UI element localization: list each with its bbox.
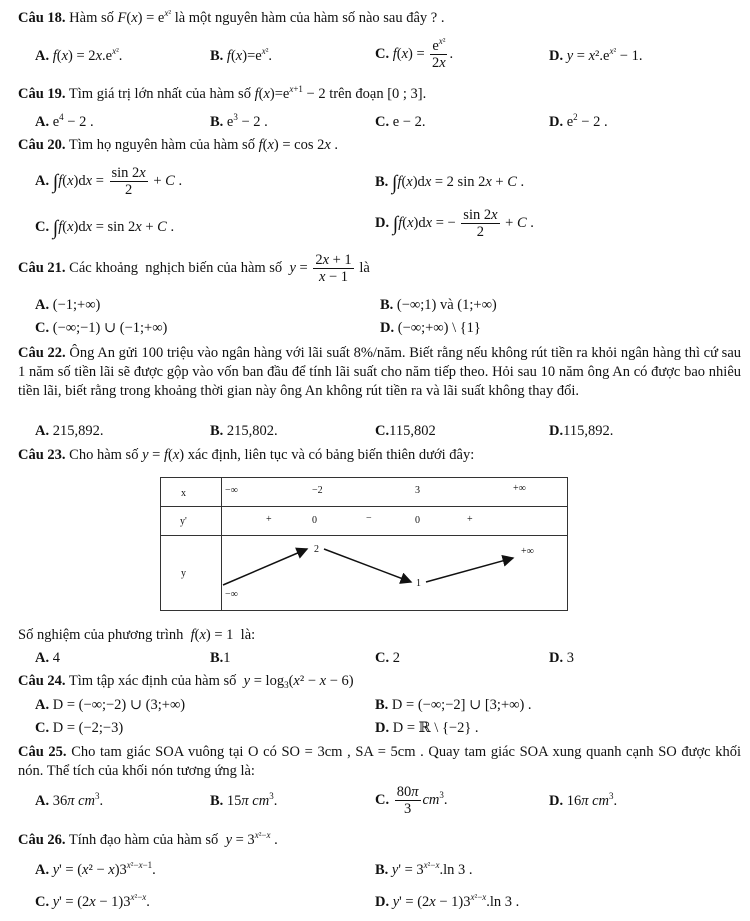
sign-value: 0	[415, 515, 420, 526]
q23-label: Câu 23.	[18, 447, 66, 463]
q26-option-c[interactable]: C. $y' = (2x - 1)3^{x^2-x}$.	[35, 892, 150, 910]
q25-option-b[interactable]: B. 15π $cm^3$.	[210, 791, 278, 809]
q26-label: Câu 26.	[18, 832, 66, 848]
q19-label: Câu 19.	[18, 86, 66, 102]
q20-label: Câu 20.	[18, 137, 66, 153]
q24-option-b[interactable]: B. D = (−∞;−2] ∪ [3;+∞) .	[375, 697, 532, 713]
q21-option-c[interactable]: C. (−∞;−1) ∪ (−1;+∞)	[35, 320, 168, 336]
arrow-up-1	[223, 549, 307, 585]
y-value: −∞	[225, 589, 238, 600]
q24-option-a[interactable]: A. D = (−∞;−2) ∪ (3;+∞)	[35, 697, 186, 713]
q22-option-c[interactable]: C.115,802	[375, 423, 436, 439]
q21-option-d[interactable]: D. (−∞;+∞) \ {1}	[380, 320, 481, 336]
q23-option-a[interactable]: A. 4	[35, 650, 60, 666]
x-value: −∞	[225, 485, 238, 496]
q23-option-b[interactable]: B.1	[210, 650, 231, 666]
q18-option-d[interactable]: D. $y = x^2.e^{x^2} - 1$.	[549, 46, 643, 64]
q22-stem	[18, 344, 741, 401]
q19-option-a[interactable]: A. $e^4 - 2$ .	[35, 112, 94, 130]
q18-option-a[interactable]: A. $f(x) = 2x.e^{x^2}$.	[35, 46, 123, 64]
q25-option-a[interactable]: A. 36π $cm^3$.	[35, 791, 104, 809]
q25-option-c[interactable]: C. $\frac{80\pi}{3}$ $cm^3$.	[375, 784, 448, 817]
q18-label: Câu 18.	[18, 10, 66, 26]
arrow-down	[324, 549, 411, 582]
y-value: 2	[314, 544, 319, 555]
q19-option-b[interactable]: B. $e^3 - 2$ .	[210, 112, 268, 130]
variation-arrows	[161, 478, 569, 612]
x-value: 3	[415, 485, 420, 496]
q20-option-a[interactable]: A. ∫f(x)dx = $\frac{\sin 2x}{2}$ + C .	[35, 165, 183, 198]
x-label: x	[181, 488, 186, 499]
q20-option-c[interactable]: C. ∫f(x)dx = sin 2x + C .	[35, 217, 175, 239]
q19-option-c[interactable]: C. e − 2.	[375, 114, 426, 130]
q21-stem: Câu 21. Các khoảng nghịch biến của hàm số y = $\frac{2x + 1}{x - 1}$ là	[18, 252, 370, 285]
sign-value: 0	[312, 515, 317, 526]
q19-stem: Câu 19. Tìm giá trị lớn nhất của hàm số $f(x)=e^{x+1} - 2$ trên đoạn [0 ; 3].	[18, 84, 427, 102]
x-value: −2	[312, 485, 323, 496]
y-value: 1	[416, 578, 421, 589]
q22-option-d[interactable]: D.115,892.	[549, 423, 614, 439]
q22-text: Ông An gửi 100 triệu vào ngân hàng với lãi suất 8%/năm. Biết rằng nếu không rút tiền ra khỏi ngân hàng thì cứ sau 1 năm số tiền lãi sẽ được gộp vào vốn ban đầu để tính lãi suất cho năm tiếp theo. Hỏi sau 10 năm ông An có được bao nhiêu tiền lãi, biết rằng trong khoảng thời gian này ông An không rút tiền ra và lãi suất không thay đổi.	[18, 345, 742, 399]
q22-option-a[interactable]: A. 215,892.	[35, 423, 104, 439]
q24-option-c[interactable]: C. D = (−2;−3)	[35, 720, 124, 736]
sign-value: +	[467, 514, 473, 525]
q24-stem: Câu 24. Tìm tập xác định của hàm số $y = \log_3(x^2 - x - 6)$	[18, 673, 354, 690]
q21-label: Câu 21.	[18, 259, 66, 276]
q20-option-b[interactable]: B. ∫f(x)dx = 2 sin 2x + C .	[375, 172, 525, 194]
q26-option-a[interactable]: A. $y' = (x^2 - x)3^{x^2-x-1}$.	[35, 860, 156, 878]
arrow-up-2	[426, 558, 513, 582]
q23-question: Số nghiệm của phương trình f(x) = 1 là:	[18, 627, 256, 643]
q19-option-d[interactable]: D. $e^2 - 2$ .	[549, 112, 608, 130]
q22-option-b[interactable]: B. 215,802.	[210, 423, 278, 439]
y-label: y	[181, 568, 186, 579]
sign-value: −	[366, 513, 372, 524]
q25-stem	[18, 743, 741, 781]
q26-option-b[interactable]: B. $y' = 3^{x^2-x}.\ln$ 3 .	[375, 860, 473, 878]
q23-stem: Câu 23. Cho hàm số y = f(x) xác định, liên tục và có bảng biến thiên dưới đây:	[18, 447, 475, 463]
y-value: +∞	[521, 546, 534, 557]
q24-option-d[interactable]: D. D = ℝ \ {−2} .	[375, 720, 479, 736]
q21-option-a[interactable]: A. (−1;+∞)	[35, 297, 101, 313]
q21-option-b[interactable]: B. (−∞;1) và (1;+∞)	[380, 297, 497, 313]
x-value: +∞	[513, 483, 526, 494]
q25-option-d[interactable]: D. 16π $cm^3$.	[549, 791, 618, 809]
q23-option-c[interactable]: C. 2	[375, 650, 400, 666]
q20-stem: Câu 20. Tìm họ nguyên hàm của hàm số f(x) = cos 2x .	[18, 137, 339, 153]
sign-value: +	[266, 514, 272, 525]
yprime-label: y'	[180, 516, 187, 527]
variation-table	[160, 477, 568, 611]
q20-option-d[interactable]: D. ∫f(x)dx = − $\frac{\sin 2x}{2}$ + C .	[375, 207, 534, 240]
q26-stem: Câu 26. Tính đạo hàm của hàm số $y = 3^{x^2-x}$ .	[18, 830, 278, 848]
q18-stem: Câu 18. Hàm số $F(x) = e^{x^2}$ là một nguyên hàm của hàm số nào sau đây ? .	[18, 8, 445, 26]
q18-option-b[interactable]: B. $f(x)=e^{x^2}$.	[210, 46, 273, 64]
q25-text: Cho tam giác SOA vuông tại O có SO = 3cm , SA = 5cm . Quay tam giác SOA xung quanh cạnh SO được khối nón. Thể tích của khối nón tương ứng là:	[18, 744, 741, 779]
q26-option-d[interactable]: D. $y' = (2x - 1)3^{x^2-x}.\ln$ 3 .	[375, 892, 520, 910]
q25-label: Câu 25.	[18, 744, 67, 760]
q24-label: Câu 24.	[18, 673, 66, 689]
q23-option-d[interactable]: D. 3	[549, 650, 574, 666]
q22-label: Câu 22.	[18, 345, 66, 361]
q18-option-c[interactable]: C. f(x) = $\frac{e^{x^2}}{2x}$ .	[375, 36, 454, 71]
